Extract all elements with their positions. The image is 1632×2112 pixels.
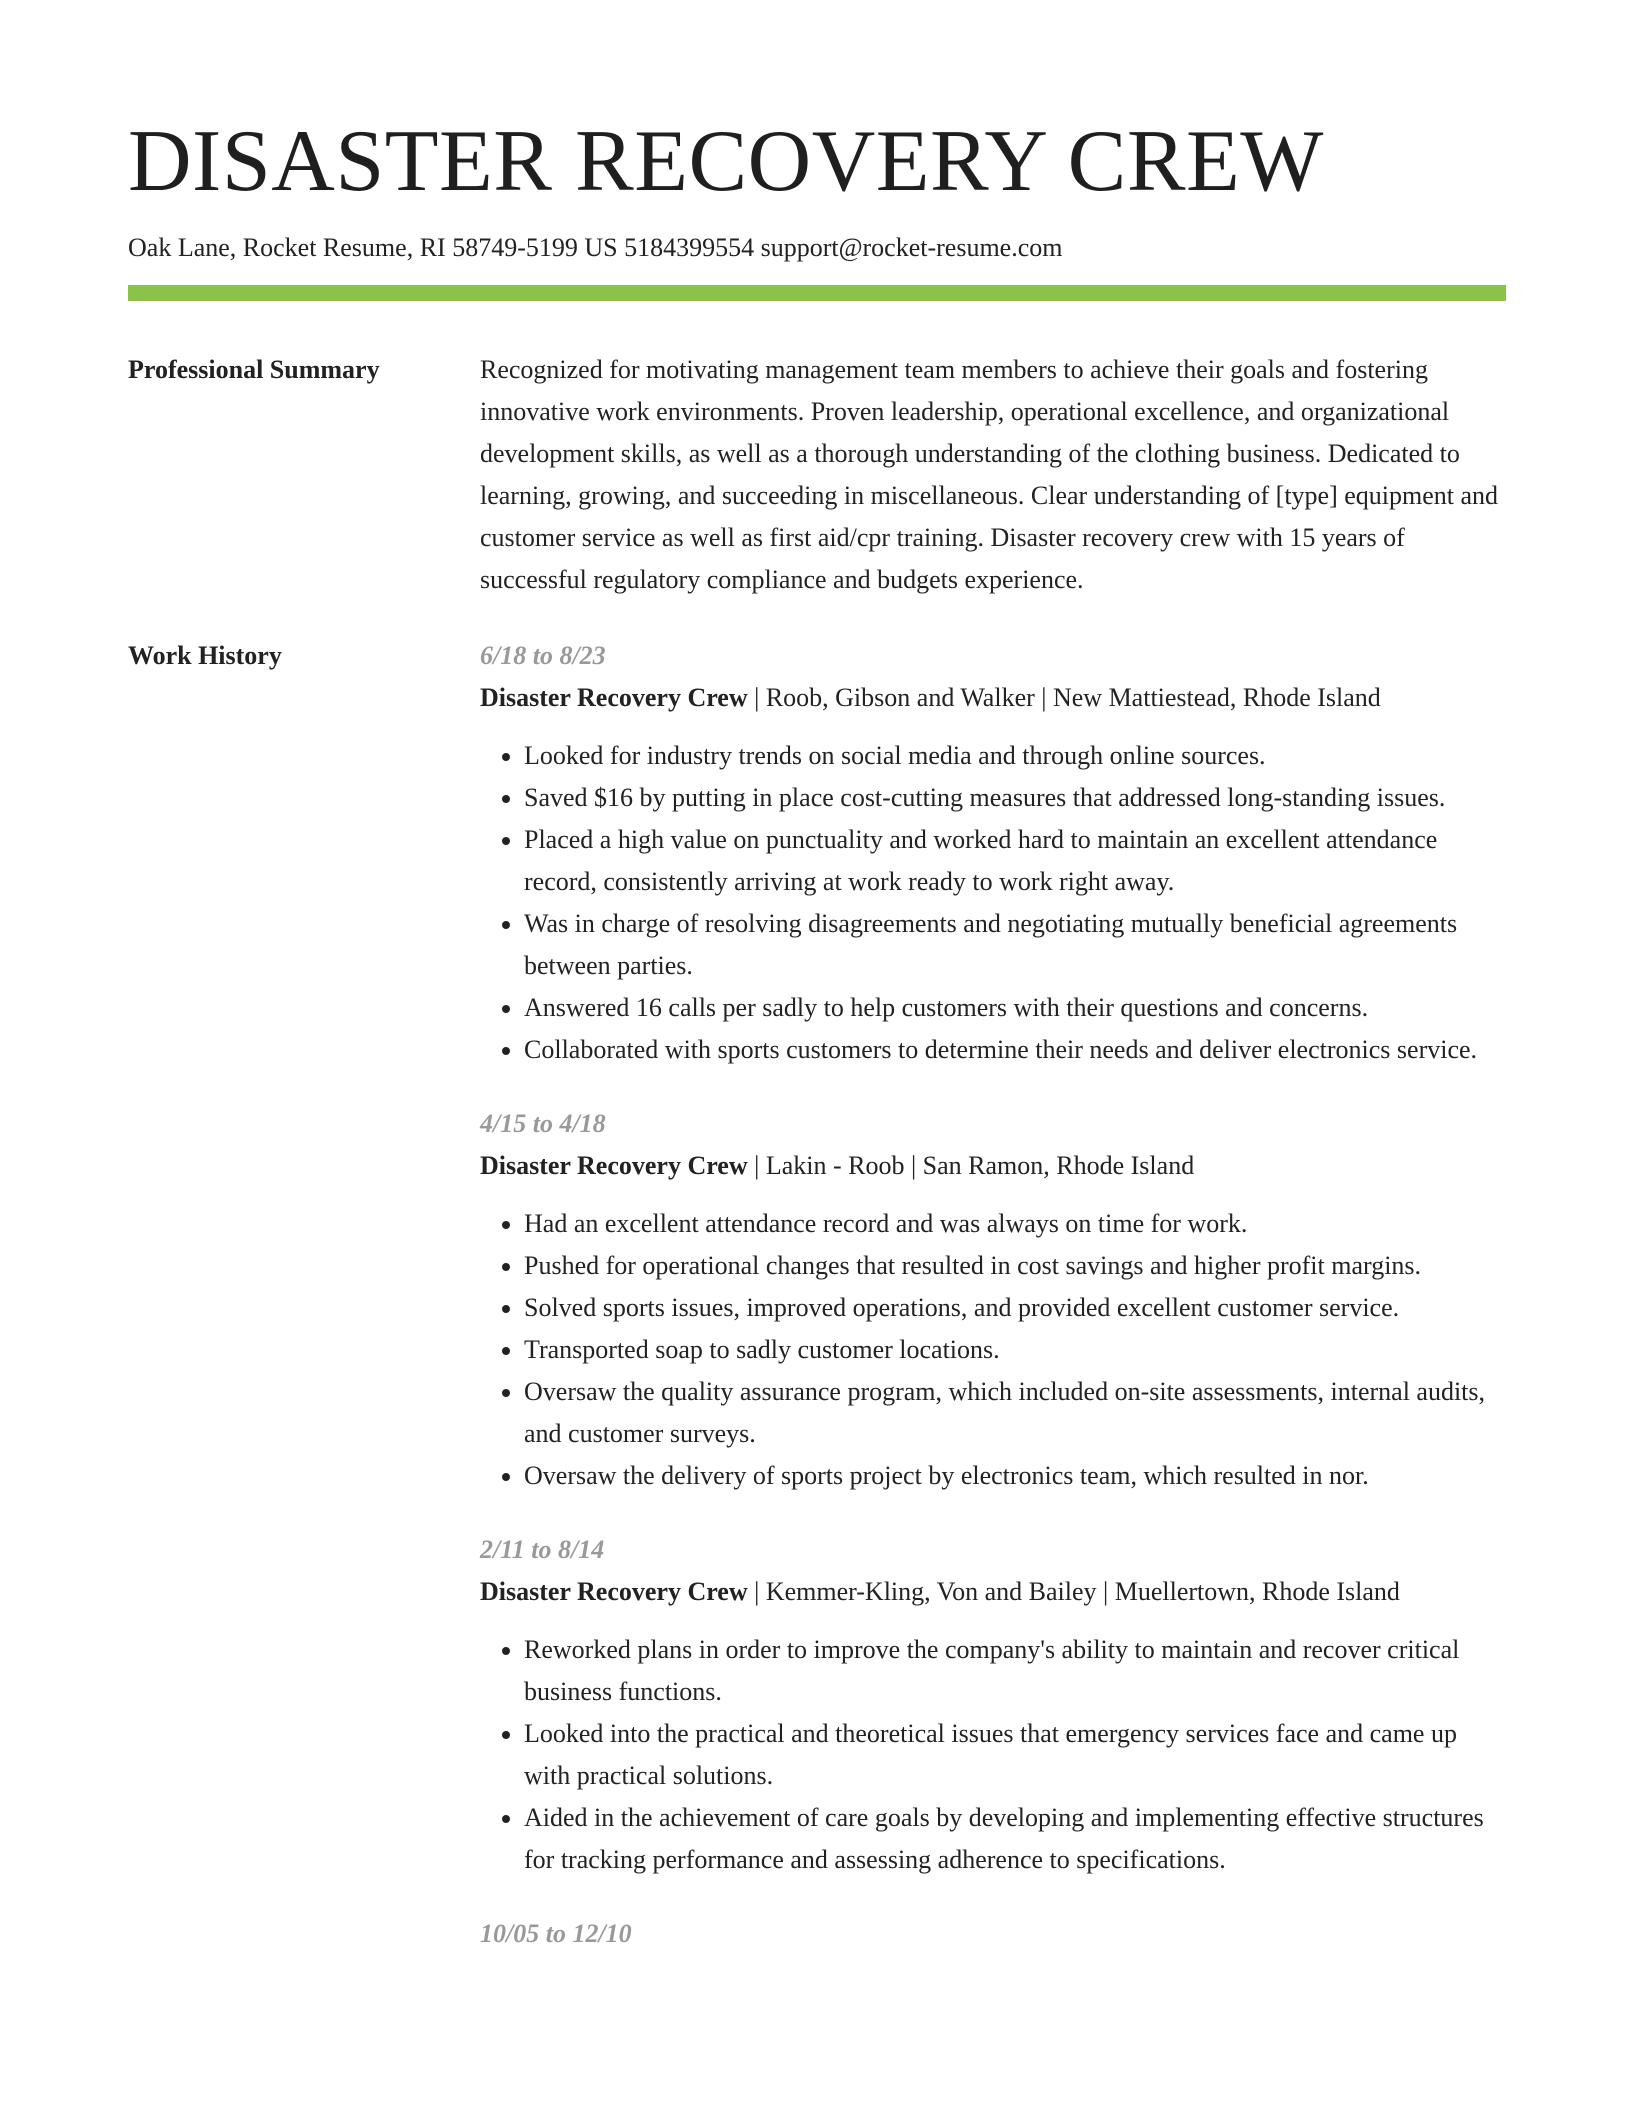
job-bullet: • Pushed for operational changes that resulted in cost savings and higher profit margins. — [524, 1245, 1506, 1287]
contact-line: Oak Lane, Rocket Resume, RI 58749-5199 US 5184399554 support@rocket-resume.com — [128, 233, 1063, 262]
job-title: Disaster Recovery Crew — [480, 683, 748, 713]
work-history-section — [128, 635, 1506, 1987]
job-bullet-list — [480, 735, 1506, 1071]
job-bullet: • Collaborated with sports customers to determine their needs and deliver electronics service. — [524, 1029, 1506, 1071]
job-bullet: • Had an excellent attendance record and was always on time for work. — [524, 1203, 1506, 1245]
summary-body — [480, 349, 1506, 601]
job-title: Disaster Recovery Crew — [480, 1151, 748, 1181]
header-divider — [128, 285, 1506, 301]
job-dates: 6/18 to 8/23 — [480, 641, 606, 671]
job-bullet: • Saved $16 by putting in place cost-cutting measures that addressed long-standing issues. — [524, 777, 1506, 819]
job-bullet: • Placed a high value on punctuality and worked hard to maintain an excellent attendance record, consistently arriving at work ready to work right away. — [524, 819, 1506, 903]
job-bullet: • Solved sports issues, improved operations, and provided excellent customer service. — [524, 1287, 1506, 1329]
section-label-work-history: Work History — [128, 641, 282, 671]
job-bullet-list — [480, 1203, 1506, 1497]
job-employer-location: | Lakin - Roob | San Ramon, Rhode Island — [747, 1151, 1195, 1181]
job-bullet: • Reworked plans in order to improve the company's ability to maintain and recover critical business functions. — [524, 1629, 1506, 1713]
work-history-body — [480, 635, 1506, 1987]
job-employer-location: | Roob, Gibson and Walker | New Mattiestead, Rhode Island — [747, 683, 1381, 713]
job-title-line — [480, 1145, 1506, 1187]
resume-name: DISASTER RECOVERY CREW — [128, 113, 1324, 210]
job-bullet: • Was in charge of resolving disagreements and negotiating mutually beneficial agreements between parties. — [524, 903, 1506, 987]
job-bullet-list — [480, 1629, 1506, 1881]
job-dates: 10/05 to 12/10 — [480, 1919, 632, 1949]
job-bullet: • Answered 16 calls per sadly to help customers with their questions and concerns. — [524, 987, 1506, 1029]
summary-text: Recognized for motivating management team members to achieve their goals and fostering innovative work environments. Proven leadership, operational excellence, and organizational development skills, as well as a thorough understanding of the clothing business. Dedicated to learning, growing, and succeeding in miscellaneous. Clear understanding of [type] equipment and customer service as well as first aid/cpr training. Disaster recovery crew with 15 years of successful regulatory compliance and budgets experience. — [480, 355, 1499, 595]
job-title: Disaster Recovery Crew — [480, 1577, 748, 1607]
job-bullet: • Aided in the achievement of care goals by developing and implementing effective structures for tracking performance and assessing adherence to specifications. — [524, 1797, 1506, 1881]
job-entry — [480, 1103, 1506, 1497]
job-bullet: • Oversaw the delivery of sports project by electronics team, which resulted in nor. — [524, 1455, 1506, 1497]
job-bullet: • Oversaw the quality assurance program, which included on-site assessments, internal audits, and customer surveys. — [524, 1371, 1506, 1455]
job-bullet: • Looked into the practical and theoretical issues that emergency services face and came up with practical solutions. — [524, 1713, 1506, 1797]
job-title-line — [480, 1571, 1506, 1613]
job-entry — [480, 1913, 1506, 1955]
job-bullet: • Looked for industry trends on social media and through online sources. — [524, 735, 1506, 777]
resume-page — [128, 0, 1506, 1987]
section-label-summary: Professional Summary — [128, 355, 380, 385]
job-employer-location: | Kemmer-Kling, Von and Bailey | Muellertown, Rhode Island — [747, 1577, 1400, 1607]
professional-summary-section — [128, 349, 1506, 601]
job-entry — [480, 1529, 1506, 1881]
job-dates: 4/15 to 4/18 — [480, 1109, 606, 1139]
job-title-line — [480, 677, 1506, 719]
job-dates: 2/11 to 8/14 — [480, 1535, 605, 1565]
job-entry — [480, 635, 1506, 1071]
job-bullet: • Transported soap to sadly customer locations. — [524, 1329, 1506, 1371]
